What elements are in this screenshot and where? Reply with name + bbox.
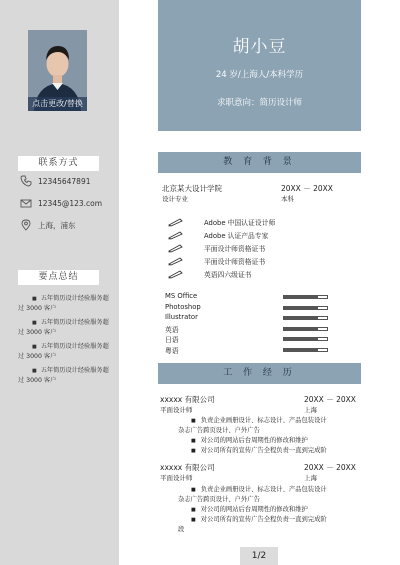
profile-header: [158, 0, 361, 131]
bullet-icon: ■: [32, 344, 37, 350]
certificate-item: 平面设计师资格证书: [168, 242, 265, 254]
skill-level-fill: [284, 307, 318, 309]
certificate-item: 英语四六级证书: [168, 268, 252, 280]
major-name: 设计专业: [162, 195, 188, 203]
skill-level-fill: [284, 317, 318, 319]
pen-icon: [168, 230, 184, 240]
job-duty-continued: 杂志广告跨页设计、户外广告: [178, 496, 260, 503]
bullet-icon: ■: [191, 517, 196, 523]
skill-level-bar: [283, 316, 328, 320]
skill-label: MS Office: [165, 292, 198, 300]
skill-level-fill: [284, 349, 318, 351]
photo-change-caption[interactable]: 点击更改/替换: [28, 97, 87, 111]
certificate-item: Adobe 中国认证设计师: [168, 216, 275, 228]
skill-label: 日语: [165, 336, 179, 344]
page-indicator[interactable]: 1/2: [240, 547, 278, 565]
job-duty: ■ 对公司的网站后台周期性的修改和维护: [191, 437, 308, 444]
summary-heading: 要点总结: [18, 270, 99, 285]
job-period: 20XX － 20XX: [304, 395, 356, 404]
work-heading: 工 作 经 历: [158, 363, 361, 384]
job-duty-continued: 段: [178, 526, 185, 533]
company-name: xxxxx 有限公司: [160, 395, 215, 404]
skill-label: Illustrator: [165, 313, 198, 321]
profile-photo[interactable]: [28, 30, 87, 111]
job-intent: 求职意向：简历设计师: [216, 98, 302, 108]
job-duty-continued: 杂志广告跨页设计、户外广告: [178, 427, 260, 434]
job-duty: ■ 对公司的网站后台周期性的修改和维护: [191, 506, 308, 513]
skill-label: 粤语: [165, 346, 179, 355]
pen-icon: [168, 243, 184, 253]
job-title: 平面设计师: [160, 474, 193, 482]
bullet-icon: ■: [191, 487, 196, 493]
bullet-icon: ■: [32, 320, 37, 326]
certificate-item: 平面设计师资格证书: [168, 255, 265, 267]
education-period: 20XX － 20XX: [281, 184, 333, 193]
bullet-icon: ■: [191, 418, 196, 424]
job-title: 平面设计师: [160, 406, 193, 414]
summary-list: [18, 294, 114, 390]
certificate-item: Adobe 认证产品专家: [168, 229, 268, 241]
skill-level-bar: [283, 327, 328, 331]
contact-email: [20, 196, 102, 210]
pen-icon: [168, 256, 184, 266]
skill-label: 英语: [165, 325, 179, 334]
skill-level-fill: [284, 328, 318, 330]
location-text: 上海，浦东: [38, 220, 76, 230]
candidate-name: 胡小豆: [232, 37, 287, 57]
job-period: 20XX － 20XX: [304, 463, 356, 472]
job-city: 上海: [304, 474, 317, 482]
candidate-info: 24 岁/上海人/本科学历: [215, 70, 304, 80]
bullet-icon: ■: [191, 507, 196, 513]
bullet-icon: ■: [191, 438, 196, 444]
summary-item: ■ 五年简历设计经验服务超过 3000 客户: [18, 343, 109, 360]
job-duty: ■ 对公司所有的宣传广告全程负责一直到完成阶: [191, 516, 327, 523]
location-pin-icon: [20, 219, 32, 231]
skill-level-bar: [283, 337, 328, 341]
phone-icon: [20, 175, 32, 187]
contact-location: [20, 218, 76, 232]
summary-item: ■ 五年简历设计经验服务超过 3000 客户: [18, 295, 109, 312]
phone-number: 12345647891: [38, 176, 91, 186]
job-duty: ■ 负责企业画册设计、标志设计、产品包装设计: [191, 417, 327, 424]
skill-label: Photoshop: [165, 302, 201, 311]
contact-heading: 联系方式: [18, 156, 99, 171]
job-city: 上海: [304, 406, 317, 414]
skill-level-bar: [283, 295, 328, 299]
skill-level-fill: [284, 296, 318, 298]
contact-phone: [20, 174, 91, 188]
summary-item: ■ 五年简历设计经验服务超过 3000 客户: [18, 367, 109, 384]
company-name: xxxxx 有限公司: [160, 463, 215, 472]
skill-level-bar: [283, 306, 328, 310]
bullet-icon: ■: [32, 296, 37, 302]
mail-icon: [20, 197, 32, 209]
summary-item: ■ 五年简历设计经验服务超过 3000 客户: [18, 319, 109, 336]
job-duty: ■ 对公司所有的宣传广告全程负责一直到完成阶: [191, 447, 327, 454]
email-address: 12345@123.com: [38, 198, 103, 208]
education-heading: 教 育 背 景: [158, 152, 361, 173]
pen-icon: [168, 217, 184, 227]
bullet-icon: ■: [32, 368, 37, 374]
degree-name: 本科: [281, 195, 294, 203]
skill-level-bar: [283, 348, 328, 352]
job-duty: ■ 负责企业画册设计、标志设计、产品包装设计: [191, 486, 327, 493]
bullet-icon: ■: [191, 448, 196, 454]
school-name: 北京某大设计学院: [162, 184, 222, 193]
skill-level-fill: [284, 338, 318, 340]
pen-icon: [168, 269, 184, 279]
